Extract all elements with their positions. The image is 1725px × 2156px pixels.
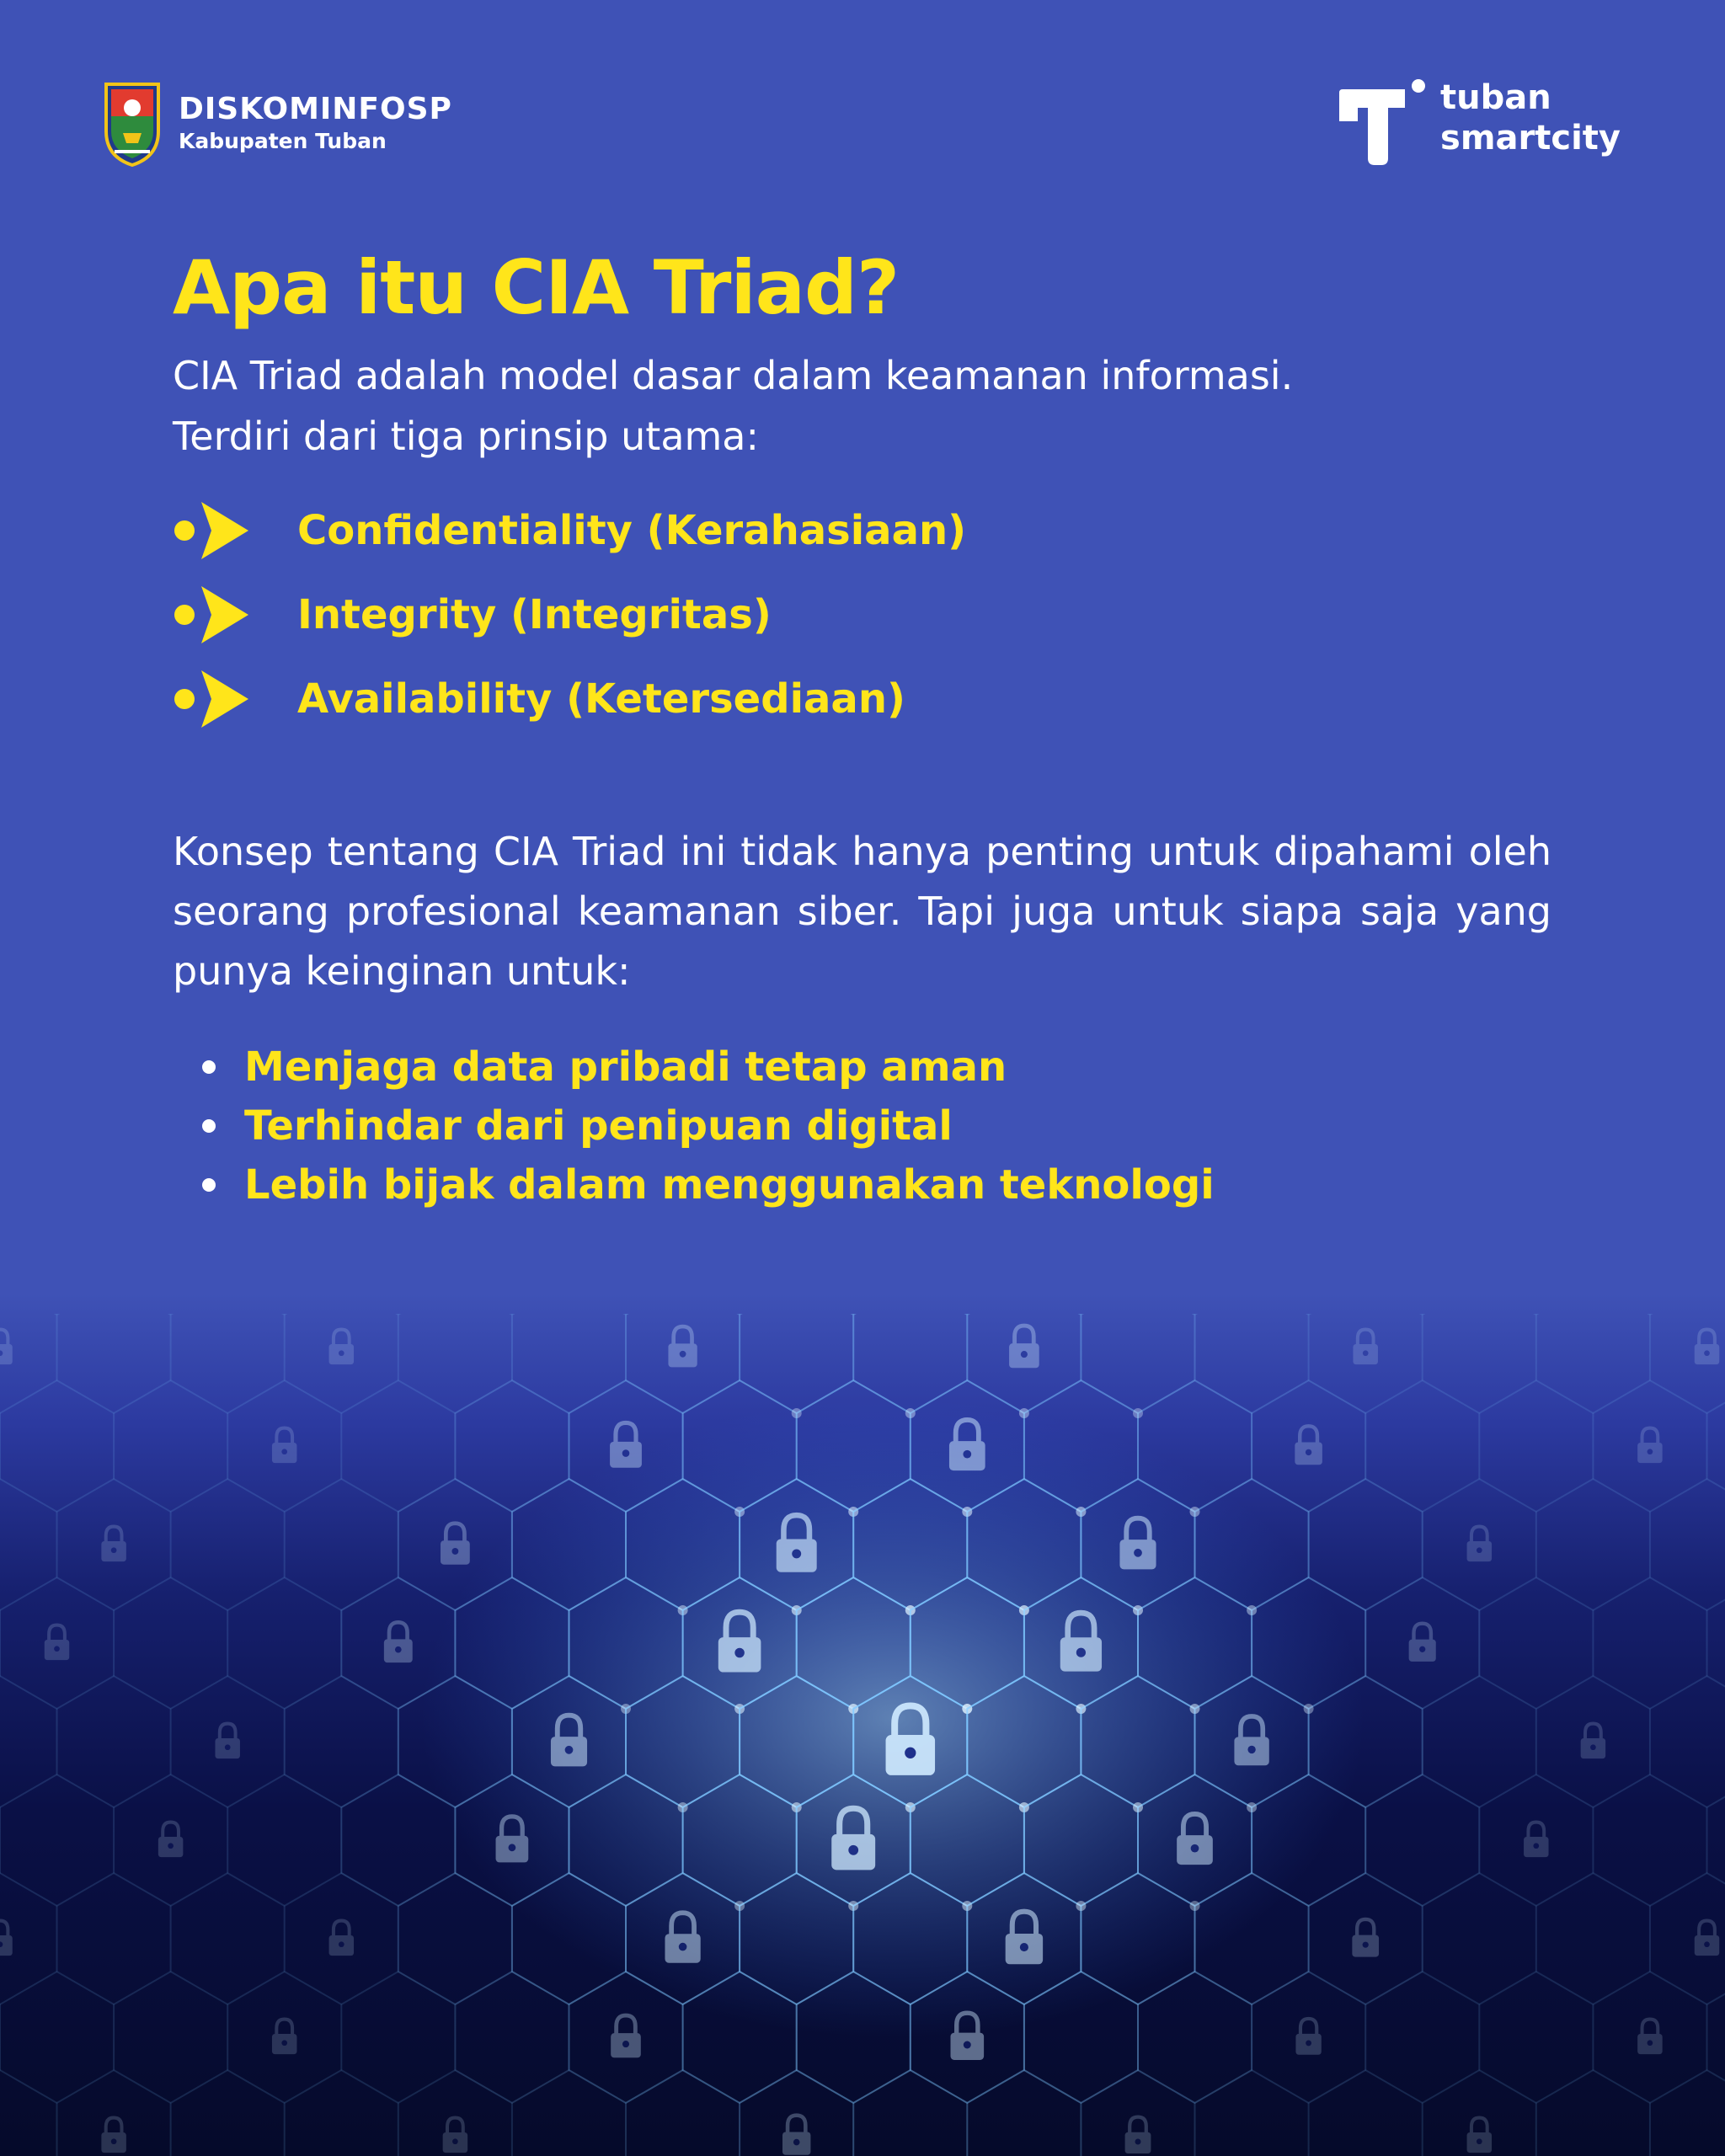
pillar-list <box>173 488 966 741</box>
padlock-icon <box>158 1822 183 1858</box>
padlock-icon <box>1524 1822 1548 1858</box>
padlock-icon <box>329 1330 354 1365</box>
padlock-icon <box>0 1330 13 1365</box>
hex-cell <box>57 1873 171 2004</box>
regency-emblem-icon <box>103 79 162 167</box>
benefit-label: Menjaga data pribadi tetap aman <box>244 1043 1007 1091</box>
benefit-item <box>202 1097 1215 1155</box>
intro-line-1: CIA Triad adalah model dasar dalam keamanan informasi. <box>173 353 1294 398</box>
padlock-icon <box>384 1622 413 1662</box>
intro-text <box>173 345 1551 467</box>
arrow-bullet-icon <box>173 581 254 648</box>
hex-cell <box>967 2070 1081 2156</box>
org-subtitle: Kabupaten Tuban <box>179 129 387 153</box>
arrow-bullet-icon <box>173 665 254 733</box>
hex-cell <box>1479 1380 1593 1512</box>
padlock-icon <box>272 2020 296 2055</box>
hex-cell <box>853 2070 967 2156</box>
hex-cell <box>626 2070 740 2156</box>
padlock-icon <box>1125 2117 1151 2153</box>
benefit-list <box>202 1038 1215 1214</box>
hex-cell <box>1195 2070 1309 2156</box>
hex-cell <box>57 1676 171 1807</box>
hex-cell <box>1707 1577 1725 1709</box>
hex-cell <box>1707 1314 1725 1315</box>
padlock-icon <box>1637 1428 1662 1464</box>
bullet-dot-icon <box>202 1119 216 1133</box>
padlock-icon <box>441 1524 470 1565</box>
tuban-smartcity-logo <box>1336 77 1621 170</box>
padlock-icon <box>782 2116 810 2155</box>
org-name: DISKOMINFOSP <box>179 92 452 126</box>
diskominfosp-logo <box>103 79 452 167</box>
bullet-dot-icon <box>202 1178 216 1192</box>
hex-cell <box>114 1380 227 1512</box>
hex-cell <box>0 2070 57 2156</box>
padlock-icon <box>610 1422 642 1467</box>
padlock-icon <box>329 1921 354 1956</box>
hex-cell <box>1650 1676 1725 1807</box>
hex-cell <box>512 2070 626 2156</box>
padlock-icon <box>101 2118 126 2153</box>
padlock-icon <box>1295 2019 1321 2055</box>
cyber-network-illustration <box>0 1314 1725 2156</box>
pillar-label: Availability (Ketersediaan) <box>297 675 905 723</box>
page-title: Apa itu CIA Triad? <box>173 244 900 331</box>
hex-cell <box>171 1479 285 1610</box>
hex-cell <box>1536 1873 1650 2004</box>
hex-cell <box>455 1380 569 1512</box>
arrow-bullet-icon <box>173 497 254 564</box>
bullet-dot-icon <box>202 1060 216 1074</box>
padlock-icon <box>1409 1624 1436 1662</box>
hex-cell <box>1309 2070 1423 2156</box>
concept-paragraph: Konsep tentang CIA Triad ini tidak hanya penting untuk dipahami oleh seorang profesional keamanan siber. Tapi juga untuk siapa saja yang punya keinginan untuk: <box>173 829 1551 994</box>
hex-cell <box>0 1774 114 1906</box>
hex-cell <box>114 1577 227 1709</box>
hex-cell <box>1707 1774 1725 1906</box>
padlock-icon <box>611 2015 641 2057</box>
hex-cell <box>0 1479 57 1610</box>
benefit-item <box>202 1038 1215 1097</box>
padlock-icon <box>1637 2020 1662 2055</box>
pillar-item <box>173 573 966 657</box>
padlock-icon <box>1581 1724 1605 1759</box>
pillar-label: Confidentiality (Kerahasiaan) <box>297 507 967 554</box>
hex-cell <box>1707 1972 1725 2103</box>
padlock-icon <box>1352 1919 1379 1957</box>
hex-cell <box>1423 1873 1536 2004</box>
hex-cell <box>285 2070 398 2156</box>
hex-cell <box>1707 1380 1725 1512</box>
hex-cell <box>1365 1972 1479 2103</box>
hex-cell <box>1536 2070 1650 2156</box>
hex-cell <box>341 1380 455 1512</box>
hex-cell <box>512 1314 626 1413</box>
tuban-smartcity-logo-icon <box>1336 77 1429 170</box>
benefit-item <box>202 1155 1215 1214</box>
hex-cell <box>398 1873 512 2004</box>
padlock-icon <box>101 1527 126 1562</box>
hex-cell <box>171 2070 285 2156</box>
benefit-label: Lebih bijak dalam menggunakan teknologi <box>244 1161 1215 1209</box>
padlock-icon <box>1009 1326 1039 1368</box>
intro-line-2: Terdiri dari tiga prinsip utama: <box>173 414 759 459</box>
hex-cell <box>1650 2070 1725 2156</box>
padlock-icon <box>1695 1921 1719 1956</box>
padlock-icon <box>1467 2118 1492 2153</box>
hex-cell <box>341 1972 455 2103</box>
hex-cell <box>114 1972 227 2103</box>
padlock-icon <box>1467 1527 1492 1562</box>
padlock-icon <box>0 1921 13 1956</box>
padlock-icon <box>443 2118 467 2153</box>
partner-name-line1: tuban <box>1440 78 1551 117</box>
hex-cell <box>171 1873 285 2004</box>
hex-cell <box>1309 1479 1423 1610</box>
hex-cell <box>1365 1774 1479 1906</box>
hex-cell <box>57 1314 171 1413</box>
hex-cell <box>227 1577 341 1709</box>
padlock-icon <box>1353 1330 1377 1365</box>
padlock-icon <box>272 1428 296 1464</box>
hex-cell <box>1365 1380 1479 1512</box>
hex-cell <box>227 1774 341 1906</box>
padlock-icon <box>1295 1426 1322 1465</box>
hex-cell <box>1138 1972 1252 2103</box>
hex-cell <box>1423 1676 1536 1807</box>
hex-cell <box>1195 1314 1309 1413</box>
hex-cell <box>1536 1314 1650 1413</box>
padlock-icon <box>45 1625 69 1661</box>
hex-cell <box>1593 1577 1706 1709</box>
hex-cell <box>0 1380 114 1512</box>
hex-cell <box>455 1972 569 2103</box>
padlock-icon <box>1695 1330 1719 1365</box>
hex-cell <box>0 1972 114 2103</box>
hex-cell <box>1479 1972 1593 2103</box>
hex-cell <box>1081 1314 1194 1413</box>
padlock-icon <box>668 1326 697 1367</box>
hex-cell <box>171 1314 285 1413</box>
hex-cell <box>1479 1577 1593 1709</box>
hex-cell <box>285 1676 398 1807</box>
hex-cell <box>1423 1314 1536 1413</box>
hex-cell <box>1536 1479 1650 1610</box>
hex-cell <box>1593 1774 1706 1906</box>
pillar-label: Integrity (Integritas) <box>297 591 772 638</box>
pillar-item <box>173 488 966 573</box>
benefit-label: Terhindar dari penipuan digital <box>244 1102 953 1150</box>
partner-name-line2: smartcity <box>1440 119 1621 157</box>
padlock-icon <box>215 1724 239 1759</box>
hex-cell <box>1650 1479 1725 1610</box>
pillar-item <box>173 657 966 741</box>
hex-cell <box>0 1676 57 1807</box>
hex-cell <box>285 1479 398 1610</box>
hex-cell <box>398 1314 512 1413</box>
hex-cell <box>740 1314 853 1413</box>
